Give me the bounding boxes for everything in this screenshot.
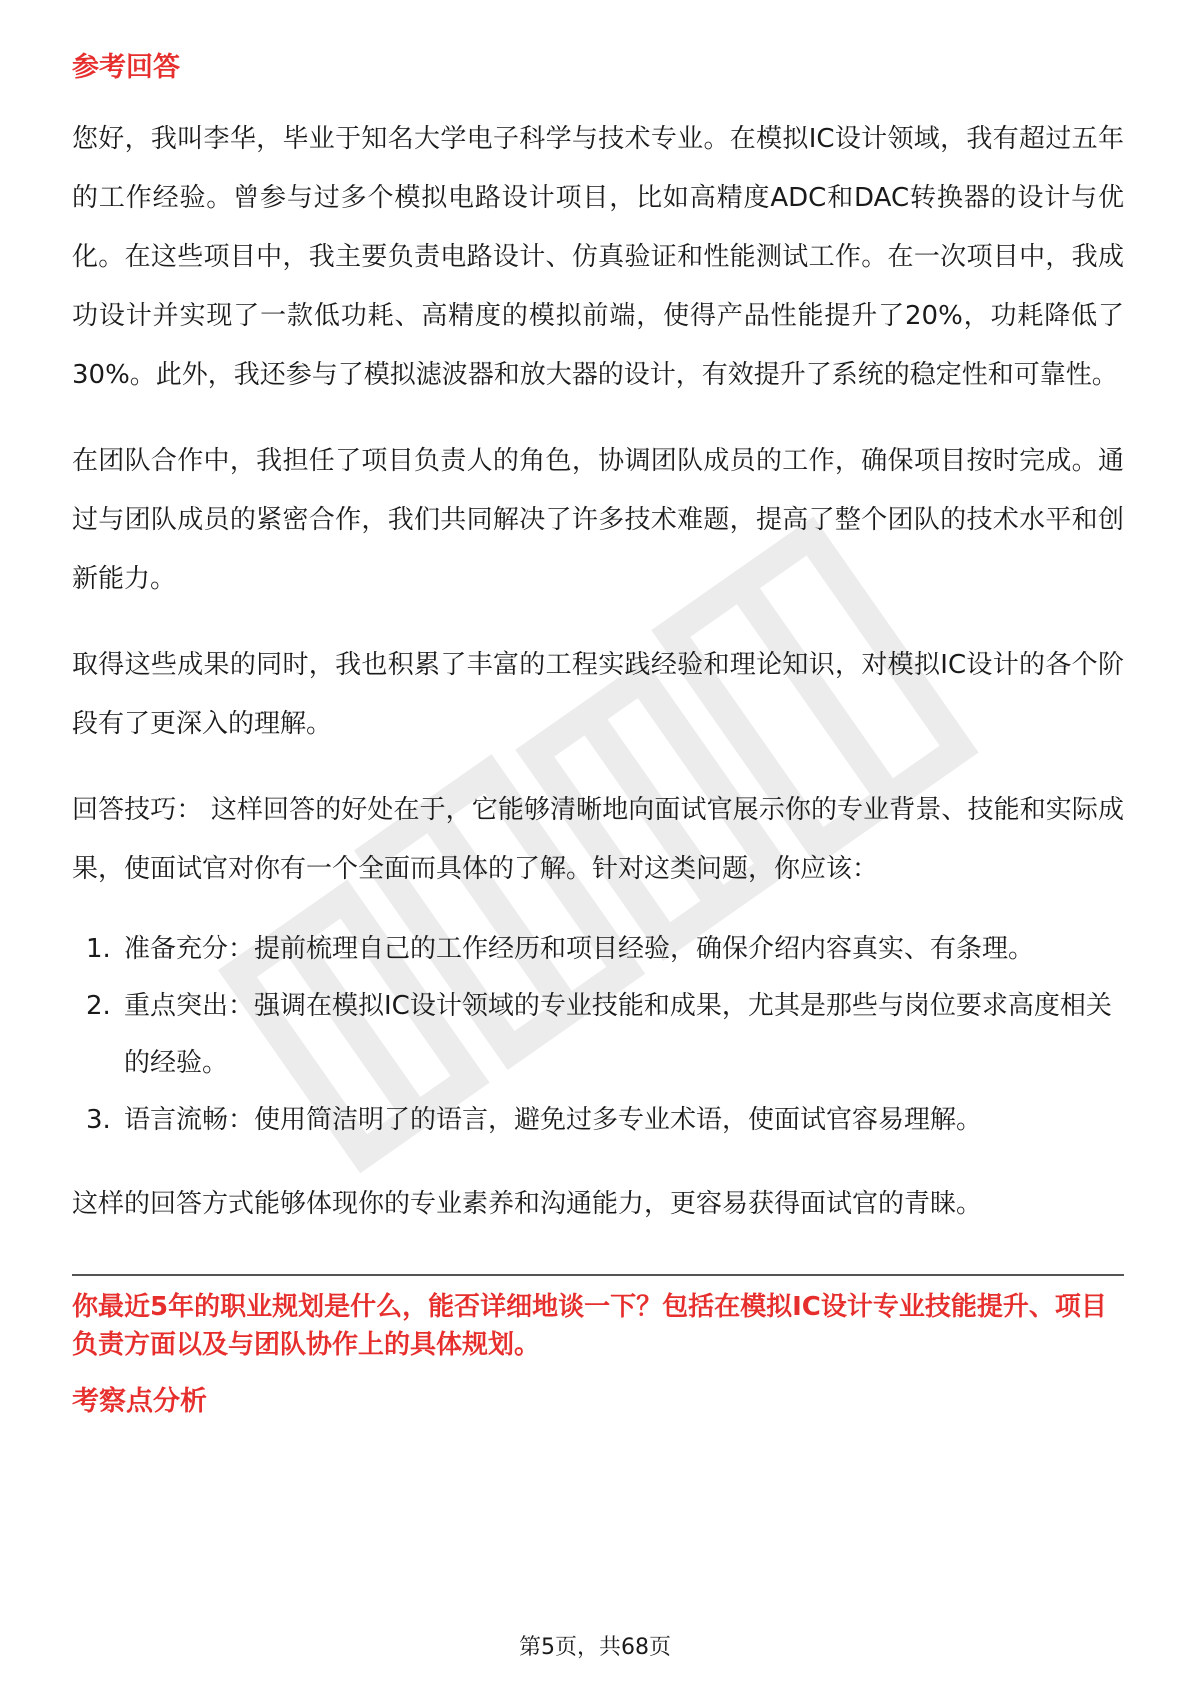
tips-list xyxy=(72,921,1124,1149)
section-divider xyxy=(72,1274,1124,1276)
list-item-number: 2. xyxy=(86,991,111,1021)
list-item-text: 语言流畅：使用简洁明了的语言，避免过多专业术语，使面试官容易理解。 xyxy=(124,1105,983,1135)
list-item xyxy=(72,978,1124,1092)
tips-intro-paragraph: 回答技巧： 这样回答的好处在于，它能够清晰地向面试官展示你的专业背景、技能和实际成果，使面试官对你有一个全面而具体的了解。针对这类问题，你应该： xyxy=(72,795,1124,884)
achievements-paragraph: 取得这些成果的同时，我也积累了丰富的工程实践经验和理论知识，对模拟IC设计的各个阶段有了更深入的理解。 xyxy=(72,650,1124,739)
closing-paragraph: 这样的回答方式能够体现你的专业素养和沟通能力，更容易获得面试官的青睐。 xyxy=(72,1189,983,1219)
list-item-number: 1. xyxy=(86,934,111,964)
analysis-subtitle: 考察点分析 xyxy=(72,1386,207,1417)
list-item-number: 3. xyxy=(86,1105,111,1135)
section-title: 参考回答 xyxy=(72,52,180,83)
list-item xyxy=(72,921,1124,978)
list-item-text: 准备充分：提前梳理自己的工作经历和项目经验，确保介绍内容真实、有条理。 xyxy=(124,934,1035,964)
team-paragraph: 在团队合作中，我担任了项目负责人的角色，协调团队成员的工作，确保项目按时完成。通过与团队成员的紧密合作，我们共同解决了许多技术难题，提高了整个团队的技术水平和创新能力。 xyxy=(72,446,1124,594)
list-item-text: 重点突出：强调在模拟IC设计领域的专业技能和成果，尤其是那些与岗位要求高度相关的经验。 xyxy=(124,991,1112,1078)
list-item xyxy=(72,1092,1124,1149)
intro-paragraph: 您好，我叫李华，毕业于知名大学电子科学与技术专业。在模拟IC设计领域，我有超过五年的工作经验。曾参与过多个模拟电路设计项目，比如高精度ADC和DAC转换器的设计与优化。在这些项目中，我主要负责电路设计、仿真验证和性能测试工作。在一次项目中，我成功设计并实现了一款低功耗、高精度的模拟前端，使得产品性能提升了20%，功耗降低了30%。此外，我还参与了模拟滤波器和放大器的设计，有效提升了系统的稳定性和可靠性。 xyxy=(72,124,1124,390)
page-footer: 第5页，共68页 xyxy=(519,1635,671,1660)
main-content xyxy=(72,48,1124,1422)
next-question: 你最近5年的职业规划是什么，能否详细地谈一下？包括在模拟IC设计专业技能提升、项目负责方面以及与团队协作上的具体规划。 xyxy=(72,1292,1107,1360)
